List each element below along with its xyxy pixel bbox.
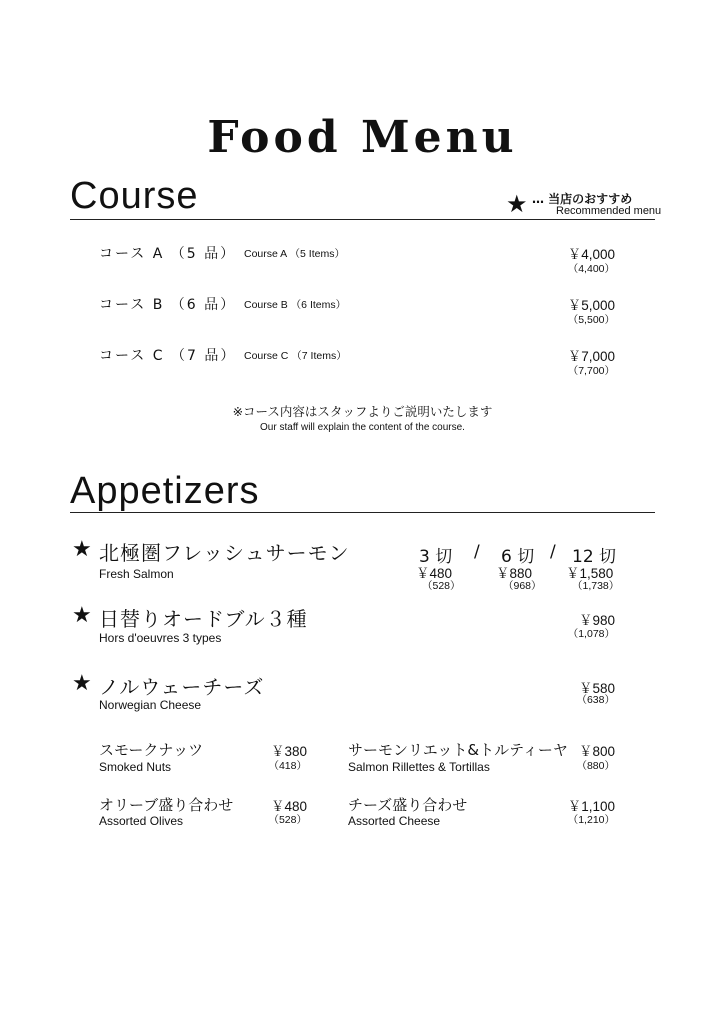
course-a-name: コース A （5 品） bbox=[99, 246, 237, 262]
legend-en: Recommended menu bbox=[556, 205, 662, 217]
course-b-name: コース B （6 品） bbox=[99, 297, 237, 313]
salmon-portion-3: 3 切 bbox=[419, 547, 453, 567]
salmon-tax-6: （968） bbox=[503, 580, 542, 592]
cheese-name: ノルウェーチーズ bbox=[99, 675, 265, 699]
course-heading: Course bbox=[70, 175, 199, 217]
star-icon: ★ bbox=[72, 537, 92, 562]
salmon-rillettes-name: サーモンリエット&トルティーヤ bbox=[348, 741, 568, 759]
assorted-olives-name: オリーブ盛り合わせ bbox=[99, 796, 234, 814]
course-c-tax: （7,700） bbox=[567, 365, 615, 377]
course-note-en: Our staff will explain the content of the course. bbox=[260, 422, 465, 433]
assorted-olives-en: Assorted Olives bbox=[99, 814, 184, 828]
smoked-nuts-en: Smoked Nuts bbox=[99, 760, 172, 774]
portion-divider: / bbox=[474, 542, 480, 562]
salmon-portion-12: 12 切 bbox=[572, 547, 617, 567]
course-c-name: コース C （7 品） bbox=[99, 348, 237, 364]
course-c-price: ￥7,000 bbox=[567, 349, 615, 364]
salmon-en: Fresh Salmon bbox=[99, 567, 174, 581]
salmon-price-6: ￥880 bbox=[496, 566, 533, 581]
course-c-en: Course C （7 Items） bbox=[244, 350, 347, 362]
course-b-price: ￥5,000 bbox=[567, 298, 615, 313]
hors-price: ￥980 bbox=[578, 613, 615, 628]
course-a-price: ￥4,000 bbox=[567, 247, 615, 262]
course-b-tax: （5,500） bbox=[567, 314, 615, 326]
cheese-price: ￥580 bbox=[578, 681, 615, 696]
star-icon: ★ bbox=[506, 190, 528, 218]
star-icon: ★ bbox=[72, 671, 92, 696]
appetizers-heading: Appetizers bbox=[70, 470, 260, 512]
assorted-cheese-price: ￥1,100 bbox=[567, 799, 615, 814]
appetizers-rule bbox=[70, 512, 655, 513]
salmon-rillettes-en: Salmon Rillettes & Tortillas bbox=[348, 760, 490, 774]
salmon-tax-12: （1,738） bbox=[572, 580, 620, 592]
salmon-tax-3: （528） bbox=[422, 580, 461, 592]
smoked-nuts-tax: （418） bbox=[268, 760, 307, 772]
course-a-en: Course A （5 Items） bbox=[244, 248, 345, 260]
salmon-price-12: ￥1,580 bbox=[566, 566, 614, 581]
assorted-cheese-tax: （1,210） bbox=[567, 814, 615, 826]
menu-title: Food Menu bbox=[207, 112, 518, 163]
assorted-olives-tax: （528） bbox=[268, 814, 307, 826]
cheese-tax: （638） bbox=[576, 694, 615, 706]
course-b-en: Course B （6 Items） bbox=[244, 299, 347, 311]
portion-divider: / bbox=[550, 542, 556, 562]
assorted-cheese-en: Assorted Cheese bbox=[348, 814, 441, 828]
hors-tax: （1,078） bbox=[567, 628, 615, 640]
smoked-nuts-name: スモークナッツ bbox=[99, 741, 204, 759]
hors-en: Hors d'oeuvres 3 types bbox=[99, 631, 222, 645]
salmon-rillettes-price: ￥800 bbox=[578, 744, 615, 759]
salmon-name: 北極圏フレッシュサーモン bbox=[99, 541, 350, 565]
assorted-cheese-name: チーズ盛り合わせ bbox=[348, 796, 468, 814]
smoked-nuts-price: ￥380 bbox=[270, 744, 307, 759]
course-rule bbox=[70, 219, 655, 220]
course-note-jp: ※コース内容はスタッフよりご説明いたします bbox=[232, 404, 493, 419]
salmon-price-3: ￥480 bbox=[416, 566, 453, 581]
legend-jp: … 当店のおすすめ bbox=[532, 192, 633, 206]
salmon-rillettes-tax: （880） bbox=[576, 760, 615, 772]
cheese-en: Norwegian Cheese bbox=[99, 698, 202, 712]
hors-name: 日替りオードブル３種 bbox=[99, 607, 308, 631]
salmon-portion-6: 6 切 bbox=[501, 547, 535, 567]
assorted-olives-price: ￥480 bbox=[270, 799, 307, 814]
course-a-tax: （4,400） bbox=[567, 263, 615, 275]
star-icon: ★ bbox=[72, 603, 92, 628]
